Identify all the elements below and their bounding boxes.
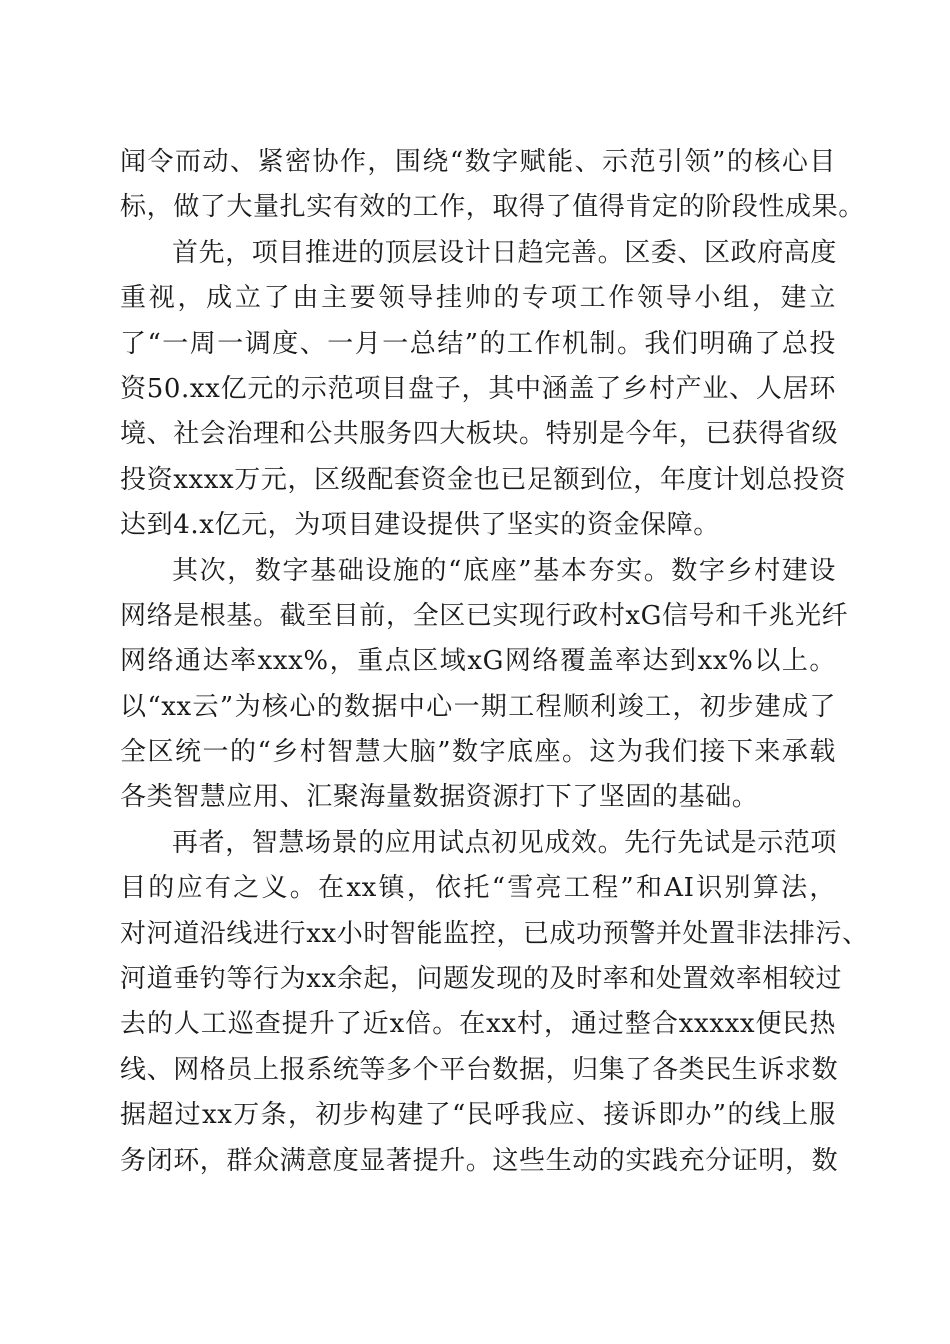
text-line: 了“一周一调度、一月一总结”的工作机制。我们明确了总投 — [120, 328, 836, 359]
text-line: 据超过xx万条，初步构建了“民呼我应、接诉即办”的线上服 — [120, 1100, 836, 1131]
text-line: 投资xxxx万元，区级配套资金也已足额到位，年度计划总投资 — [120, 464, 847, 495]
text-line: 境、社会治理和公共服务四大板块。特别是今年，已获得省级 — [120, 419, 839, 450]
paragraph-4 — [120, 821, 869, 1184]
text-line: 再者，智慧场景的应用试点初见成效。先行先试是示范项 — [172, 827, 838, 858]
text-line: 其次，数字基础设施的“底座”基本夯实。数字乡村建设 — [172, 555, 836, 586]
body-text — [120, 140, 869, 1184]
text-line: 目的应有之义。在xx镇，依托“雪亮工程”和AI识别算法， — [120, 873, 836, 904]
text-line: 线、网格员上报系统等多个平台数据，归集了各类民生诉求数 — [120, 1054, 839, 1085]
text-line: 闻令而动、紧密协作，围绕“数字赋能、示范引领”的核心目 — [120, 147, 836, 177]
paragraph-3 — [120, 549, 849, 821]
text-line: 首先，项目推进的顶层设计日趋完善。区委、区政府高度 — [172, 237, 838, 268]
text-line: 资50.xx亿元的示范项目盘子，其中涵盖了乡村产业、人居环 — [120, 373, 836, 404]
text-line: 网络通达率xxx%，重点区域xG网络覆盖率达到xx%以上。 — [120, 646, 836, 677]
paragraph-2 — [120, 231, 847, 549]
text-line: 标，做了大量扎实有效的工作，取得了值得肯定的阶段性成果。 — [120, 192, 865, 223]
text-line: 全区统一的“乡村智慧大脑”数字底座。这为我们接下来承载 — [120, 737, 836, 768]
text-line: 河道垂钓等行为xx余起，问题发现的及时率和处置效率相较过 — [120, 964, 843, 995]
text-line: 对河道沿线进行xx小时智能监控，已成功预警并处置非法排污、 — [120, 918, 869, 949]
paragraph-1 — [120, 140, 865, 231]
text-line: 务闭环，群众满意度显著提升。这些生动的实践充分证明，数 — [120, 1145, 839, 1176]
text-line: 各类智慧应用、汇聚海量数据资源打下了坚固的基础。 — [120, 782, 759, 813]
text-line: 以“xx云”为核心的数据中心一期工程顺利竣工，初步建成了 — [120, 691, 836, 722]
text-line: 网络是根基。截至目前，全区已实现行政村xG信号和千兆光纤 — [120, 600, 849, 631]
text-line: 去的人工巡查提升了近x倍。在xx村，通过整合xxxxx便民热 — [120, 1009, 836, 1040]
text-line: 重视，成立了由主要领导挂帅的专项工作领导小组，建立 — [120, 283, 836, 314]
text-line: 达到4.x亿元，为项目建设提供了坚实的资金保障。 — [120, 510, 720, 541]
